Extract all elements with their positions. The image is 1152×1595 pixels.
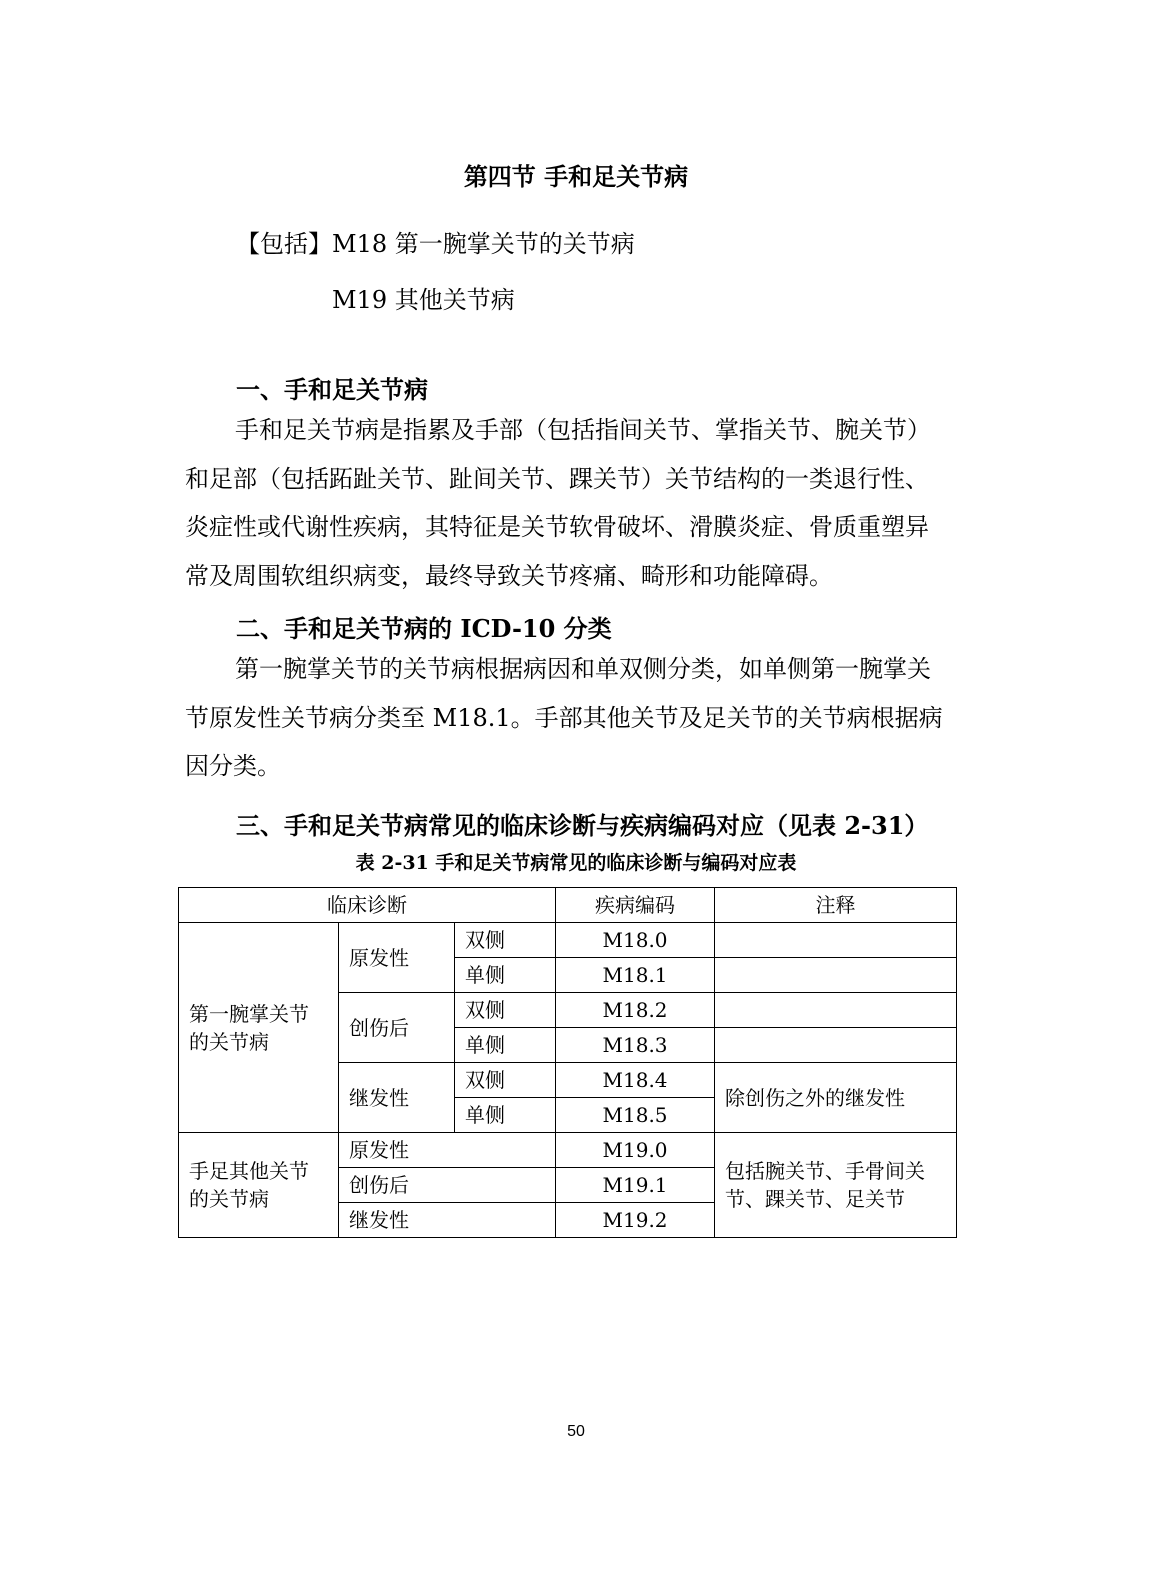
- note-cell-empty: [715, 993, 957, 1028]
- code-cell: M18.4: [556, 1063, 715, 1098]
- code-cell: M18.5: [556, 1098, 715, 1133]
- code-cell: M19.2: [556, 1203, 715, 1238]
- table-caption: 表 2-31 手和足关节病常见的临床诊断与编码对应表: [355, 852, 797, 874]
- table-row: [179, 1133, 957, 1168]
- type-secondary: 继发性: [339, 1203, 556, 1238]
- note-other-joints: 包括腕关节、手骨间关节、踝关节、足关节: [715, 1133, 957, 1238]
- paragraph-classification: [185, 645, 965, 791]
- code-cell: M19.1: [556, 1168, 715, 1203]
- type-primary: 原发性: [339, 1133, 556, 1168]
- heading-part-1: 一、手和足关节病: [236, 375, 428, 404]
- code-cell: M18.1: [556, 958, 715, 993]
- paragraph-line: 炎症性或代谢性疾病，其特征是关节软骨破坏、滑膜炎症、骨质重塑异: [185, 513, 929, 541]
- note-cell-empty: [715, 923, 957, 958]
- side-unilateral: 单侧: [455, 1098, 556, 1133]
- note-cell-empty: [715, 958, 957, 993]
- type-traumatic: 创伤后: [339, 993, 455, 1063]
- paragraph-line: 因分类。: [185, 752, 281, 780]
- page-number: 50: [567, 1423, 585, 1440]
- header-code: 疾病编码: [556, 888, 715, 923]
- note-cell-empty: [715, 1028, 957, 1063]
- paragraph-line: 手和足关节病是指累及手部（包括指间关节、掌指关节、腕关节）: [235, 416, 931, 444]
- group-name-cmc: 第一腕掌关节的关节病: [179, 923, 339, 1133]
- includes-line-m18: 【包括】M18 第一腕掌关节的关节病: [236, 230, 635, 258]
- heading-part-2: 二、手和足关节病的 ICD-10 分类: [236, 614, 612, 643]
- header-diagnosis: 临床诊断: [179, 888, 556, 923]
- paragraph-definition: [185, 406, 965, 600]
- side-unilateral: 单侧: [455, 958, 556, 993]
- includes-line-m19: M19 其他关节病: [332, 286, 515, 314]
- type-traumatic: 创伤后: [339, 1168, 556, 1203]
- code-cell: M18.2: [556, 993, 715, 1028]
- paragraph-line: 和足部（包括跖趾关节、趾间关节、踝关节）关节结构的一类退行性、: [185, 464, 929, 493]
- heading-part-3: 三、手和足关节病常见的临床诊断与疾病编码对应（见表 2-31）: [236, 811, 929, 840]
- side-unilateral: 单侧: [455, 1028, 556, 1063]
- table-header-row: [179, 888, 957, 923]
- table-row: [179, 923, 957, 958]
- type-primary: 原发性: [339, 923, 455, 993]
- group-name-other: 手足其他关节的关节病: [179, 1133, 339, 1238]
- side-bilateral: 双侧: [455, 993, 556, 1028]
- code-cell: M18.0: [556, 923, 715, 958]
- diagnosis-code-table: [178, 887, 957, 1238]
- code-cell: M18.3: [556, 1028, 715, 1063]
- header-note: 注释: [715, 888, 957, 923]
- side-bilateral: 双侧: [455, 923, 556, 958]
- section-title: 第四节 手和足关节病: [463, 162, 689, 191]
- side-bilateral: 双侧: [455, 1063, 556, 1098]
- paragraph-line: 第一腕掌关节的关节病根据病因和单双侧分类，如单侧第一腕掌关: [235, 655, 931, 683]
- code-cell: M19.0: [556, 1133, 715, 1168]
- note-secondary: 除创伤之外的继发性: [715, 1063, 957, 1133]
- paragraph-line: 常及周围软组织病变，最终导致关节疼痛、畸形和功能障碍。: [185, 561, 833, 590]
- type-secondary: 继发性: [339, 1063, 455, 1133]
- paragraph-line: 节原发性关节病分类至 M18.1。手部其他关节及足关节的关节病根据病: [185, 703, 943, 732]
